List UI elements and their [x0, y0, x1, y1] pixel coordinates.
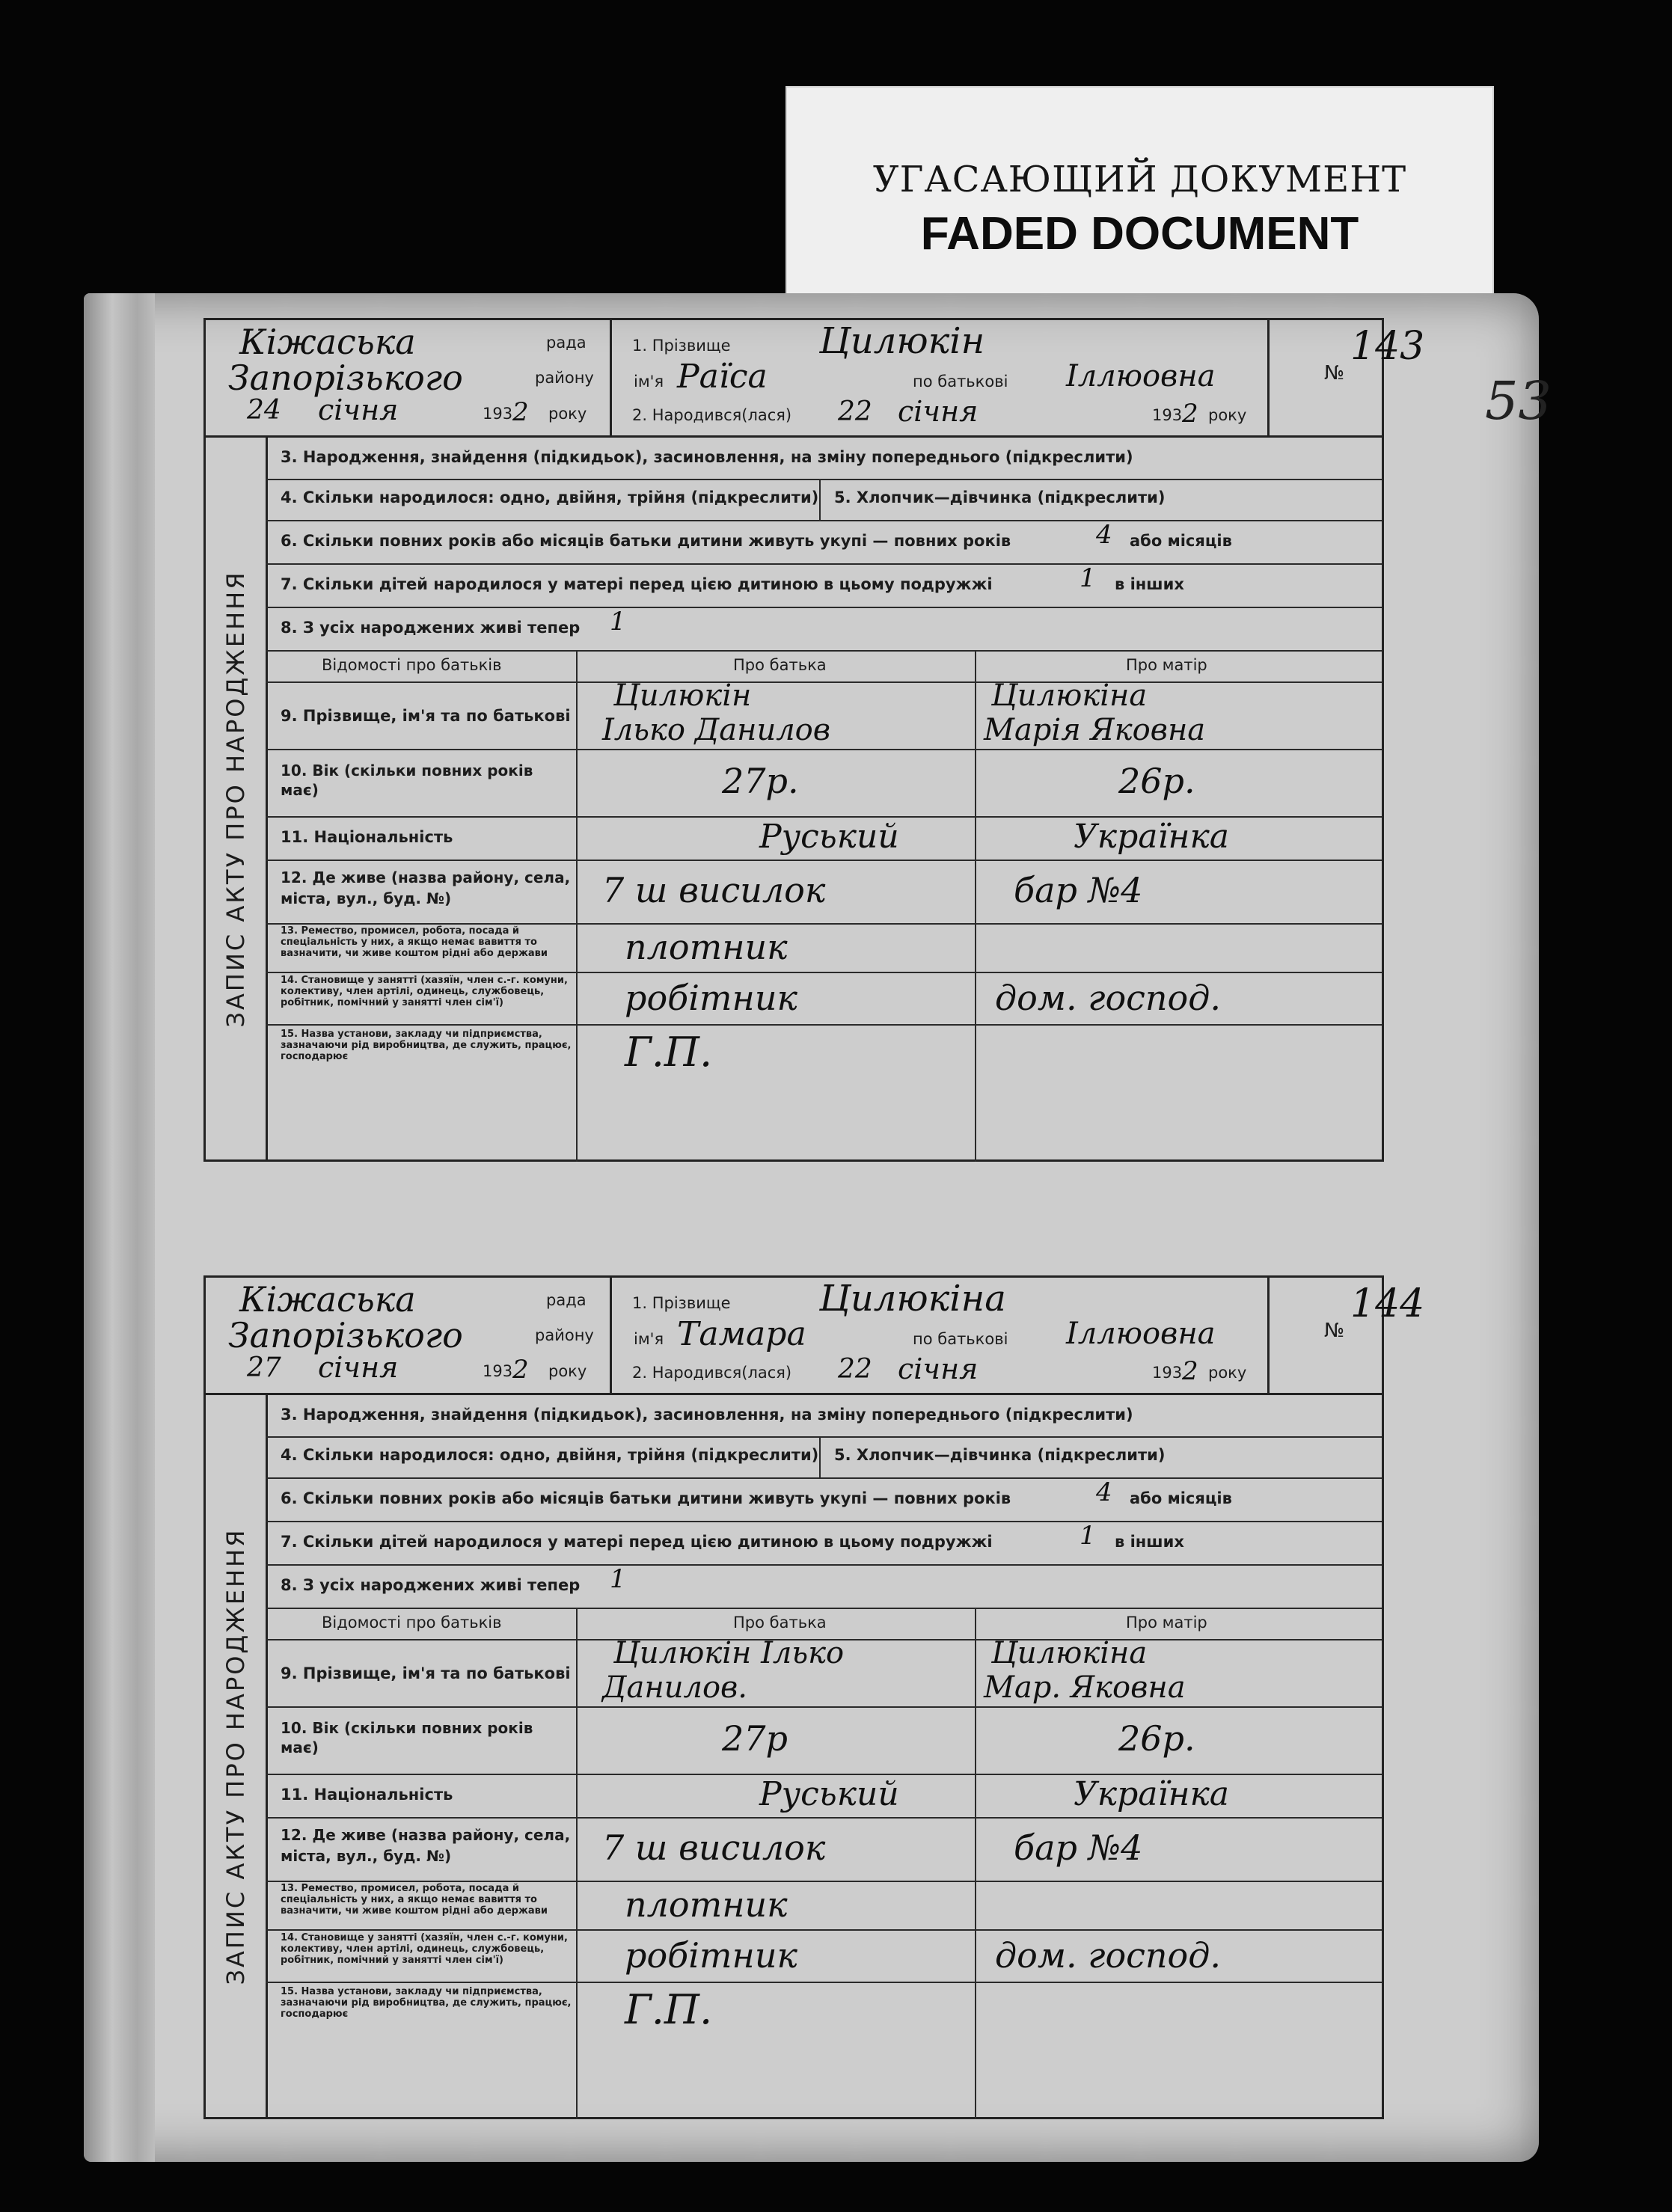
father-address-hw: 7 ш висилок	[602, 1827, 826, 1868]
reg-year-hw: 2	[512, 397, 529, 427]
mother-name-1-hw: Цилюкіна	[991, 1636, 1148, 1670]
mother-age-hw: 26р.	[1118, 761, 1195, 801]
sticker-text-ru: УГАСАЮЩИЙ ДОКУМЕНТ	[872, 159, 1407, 200]
surname-hw: Цилюкіна	[819, 1278, 1006, 1320]
father-name-2-hw: Ілько Данилов	[602, 713, 831, 747]
birth-year-hw: 2	[1182, 399, 1198, 429]
district-name-hw: Запорізького	[228, 358, 463, 398]
about-father-label: Про батька	[733, 656, 827, 674]
q14-label: 14. Становище у занятті (хазяїн, член с.-г. комуни, колективу, член артілі, одинець, службовець, робітник, помічний у занятті член сім'ї)	[281, 975, 568, 1008]
mother-nationality-hw: Українка	[1074, 818, 1230, 856]
reg-month-hw: січня	[318, 1351, 399, 1384]
page-binding-edge	[84, 293, 155, 2162]
record-number-hw: 143	[1350, 324, 1425, 369]
reg-day-hw: 27	[247, 1352, 281, 1383]
parents-info-label: Відомості про батьків	[322, 1614, 502, 1632]
parent-col-divider-2	[975, 650, 976, 1162]
number-label: №	[1324, 1320, 1345, 1342]
birth-roku-label: року	[1208, 406, 1247, 424]
q12-label: 12. Де живе (назва району, села, міста, вул., буд. №)	[281, 868, 571, 907]
q13-label: 13. Ремество, промисел, робота, посада й спеціальність у них, а якщо немає вавиття то вазначити, чи живе коштом рідні або держави	[281, 925, 548, 959]
birth-record-2	[203, 1275, 1425, 2121]
record-body	[203, 1395, 1384, 2119]
about-father-label: Про батька	[733, 1614, 827, 1632]
father-age-hw: 27р	[722, 1718, 788, 1759]
rada-label: рада	[546, 334, 587, 352]
record-header	[203, 1275, 1425, 1395]
mother-status-hw: дом. господ.	[995, 1935, 1222, 1976]
birth-day-hw: 22	[838, 1354, 872, 1385]
patronymic-hw: Іллюовна	[1066, 359, 1216, 393]
raion-label: району	[535, 369, 594, 387]
record-body	[203, 438, 1384, 1162]
reg-day-hw: 24	[247, 395, 281, 426]
father-nationality-hw: Руський	[759, 818, 899, 856]
q3-label: 3. Народження, знайдення (підкидьок), засиновлення, на зміну попереднього (підкреслити)	[281, 1406, 1133, 1424]
q8-label: 8. З усіх народжених живі тепер	[281, 619, 581, 637]
prev-children-hw: 1	[1080, 563, 1096, 593]
roku-label: року	[548, 1362, 587, 1380]
about-mother-label: Про матір	[1126, 656, 1207, 674]
q14-label: 14. Становище у занятті (хазяїн, член с.-г. комуни, колективу, член артілі, одинець, службовець, робітник, помічний у занятті член сім'ї)	[281, 1932, 568, 1966]
q7b-label: в інших	[1115, 1533, 1184, 1551]
mother-status-hw: дом. господ.	[995, 978, 1222, 1018]
surname-label: 1. Прізвище	[632, 337, 731, 355]
q11-label: 11. Національність	[281, 828, 453, 846]
born-label: 2. Народився(лася)	[632, 1364, 792, 1382]
q9-label: 9. Прізвище, ім'я та по батькові	[281, 707, 571, 725]
father-org-hw: Г.П.	[625, 1029, 713, 1076]
rada-label: рада	[546, 1291, 587, 1309]
father-nationality-hw: Руський	[759, 1775, 899, 1813]
name-hw: Раїса	[677, 358, 768, 396]
q6-label: 6. Скільки повних років або місяців батьки дитини живуть укупі — повних років	[281, 532, 1011, 550]
surname-hw: Цилюкін	[819, 320, 985, 362]
mother-name-2-hw: Марія Яковна	[984, 713, 1206, 747]
mother-name-1-hw: Цилюкіна	[991, 678, 1148, 713]
council-name-hw: Кіжаська	[239, 1279, 416, 1320]
living-now-hw: 1	[610, 607, 626, 637]
number-label: №	[1324, 362, 1345, 385]
birth-roku-label: року	[1208, 1364, 1247, 1382]
q5-label: 5. Хлопчик—дівчинка (підкреслити)	[834, 1446, 1166, 1464]
sidebar	[206, 1395, 268, 2117]
year-prefix-label: 193	[483, 1362, 513, 1380]
surname-label: 1. Прізвище	[632, 1294, 731, 1312]
council-name-hw: Кіжаська	[239, 322, 416, 362]
record-header	[203, 318, 1425, 438]
q15-label: 15. Назва установи, закладу чи підприємства, зазначаючи рід виробництва, де служить, працює, господарює	[281, 1986, 572, 2020]
living-now-hw: 1	[610, 1564, 626, 1594]
father-status-hw: робітник	[625, 978, 797, 1018]
name-label: ім'я	[634, 1330, 664, 1348]
q8-label: 8. З усіх народжених живі тепер	[281, 1576, 581, 1594]
patronymic-label: по батькові	[913, 373, 1008, 390]
father-age-hw: 27р.	[722, 761, 799, 801]
q4-q5-divider	[819, 1436, 821, 1477]
q12-label: 12. Де живе (назва району, села, міста, вул., буд. №)	[281, 1826, 571, 1865]
birth-year-prefix: 193	[1152, 406, 1183, 424]
q4-label: 4. Скільки народилося: одно, двійня, трійня (підкреслити)	[281, 1446, 819, 1464]
sidebar	[206, 438, 268, 1159]
years-together-hw: 4	[1096, 520, 1112, 550]
father-address-hw: 7 ш висилок	[602, 870, 826, 910]
roku-label: року	[548, 405, 587, 423]
father-name-1-hw: Цилюкін Ілько	[613, 1636, 845, 1670]
parent-col-divider-1	[576, 1608, 578, 2119]
q6-label: 6. Скільки повних років або місяців батьки дитини живуть укупі — повних років	[281, 1489, 1011, 1507]
record-number-hw: 144	[1350, 1281, 1425, 1326]
district-name-hw: Запорізького	[228, 1315, 463, 1355]
q9-label: 9. Прізвище, ім'я та по батькові	[281, 1664, 571, 1682]
parent-col-divider-2	[975, 1608, 976, 2119]
mother-age-hw: 26р.	[1118, 1718, 1195, 1759]
birth-month-hw: січня	[898, 395, 979, 428]
reg-year-hw: 2	[512, 1355, 529, 1385]
patronymic-hw: Іллюовна	[1066, 1317, 1216, 1351]
raion-label: району	[535, 1326, 594, 1344]
about-mother-label: Про матір	[1126, 1614, 1207, 1632]
birth-year-prefix: 193	[1152, 1364, 1183, 1382]
birth-month-hw: січня	[898, 1352, 979, 1385]
name-hw: Тамара	[677, 1315, 806, 1353]
father-org-hw: Г.П.	[625, 1986, 713, 2033]
sidebar-title: ЗАПИС АКТУ ПРО НАРОДЖЕННЯ	[221, 1528, 250, 1985]
mother-address-hw: бар №4	[1014, 1827, 1143, 1868]
q10-label: 10. Вік (скільки повних років має)	[281, 1719, 533, 1756]
name-label: ім'я	[634, 373, 664, 390]
q4-q5-divider	[819, 479, 821, 520]
year-prefix-label: 193	[483, 405, 513, 423]
father-name-1-hw: Цилюкін	[613, 678, 752, 713]
prev-children-hw: 1	[1080, 1521, 1096, 1551]
q4-label: 4. Скільки народилося: одно, двійня, трійня (підкреслити)	[281, 488, 819, 506]
q6b-label: або місяців	[1130, 532, 1232, 550]
patronymic-label: по батькові	[913, 1330, 1008, 1348]
q15-label: 15. Назва установи, закладу чи підприємства, зазначаючи рід виробництва, де служить, працює, господарює	[281, 1029, 572, 1062]
born-label: 2. Народився(лася)	[632, 406, 792, 424]
father-trade-hw: плотник	[625, 1884, 788, 1925]
parent-col-divider-1	[576, 650, 578, 1162]
q3-label: 3. Народження, знайдення (підкидьок), засиновлення, на зміну попереднього (підкреслити)	[281, 448, 1133, 466]
q6b-label: або місяців	[1130, 1489, 1232, 1507]
mother-address-hw: бар №4	[1014, 870, 1143, 910]
q11-label: 11. Національність	[281, 1786, 453, 1804]
birth-day-hw: 22	[838, 396, 872, 427]
father-status-hw: робітник	[625, 1935, 797, 1976]
birth-record-1	[203, 318, 1425, 1162]
faded-document-sticker	[786, 86, 1494, 313]
years-together-hw: 4	[1096, 1477, 1112, 1507]
q13-label: 13. Ремество, промисел, робота, посада й спеціальність у них, а якщо немає вавиття то вазначити, чи живе коштом рідні або держави	[281, 1883, 548, 1917]
q5-label: 5. Хлопчик—дівчинка (підкреслити)	[834, 488, 1166, 506]
parents-info-label: Відомості про батьків	[322, 656, 502, 674]
q7b-label: в інших	[1115, 575, 1184, 593]
mother-nationality-hw: Українка	[1074, 1775, 1230, 1813]
father-name-2-hw: Данилов.	[602, 1670, 748, 1705]
q10-label: 10. Вік (скільки повних років має)	[281, 762, 533, 799]
q7-label: 7. Скільки дітей народилося у матері перед цією дитиною в цьому подружжі	[281, 1533, 993, 1551]
sidebar-title: ЗАПИС АКТУ ПРО НАРОДЖЕННЯ	[221, 570, 250, 1027]
reg-month-hw: січня	[318, 393, 399, 426]
father-trade-hw: плотник	[625, 927, 788, 967]
mother-name-2-hw: Мар. Яковна	[984, 1670, 1186, 1705]
birth-year-hw: 2	[1182, 1356, 1198, 1386]
q7-label: 7. Скільки дітей народилося у матері перед цією дитиною в цьому подружжі	[281, 575, 993, 593]
sticker-text-en: FADED DOCUMENT	[920, 208, 1359, 260]
page-number: 53	[1485, 370, 1552, 432]
